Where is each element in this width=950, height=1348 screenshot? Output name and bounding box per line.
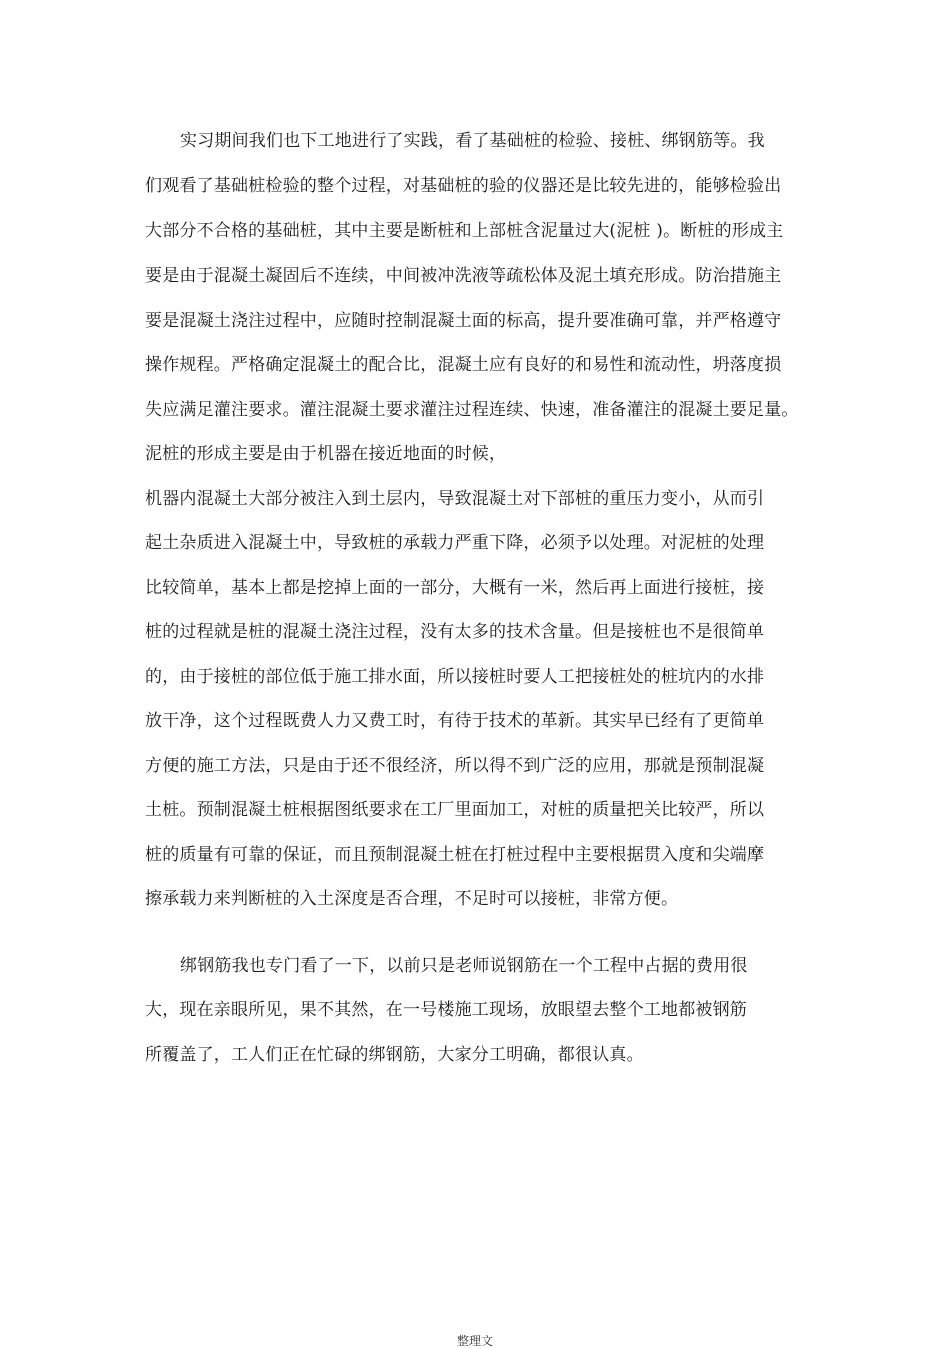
text-line: 所覆盖了，工人们正在忙碌的绑钢筋，大家分工明确，都很认真。 bbox=[145, 1045, 644, 1065]
text-line: 桩的质量有可靠的保证，而且预制混凝土桩在打桩过程中主要根据贯入度和尖端摩 bbox=[145, 845, 765, 865]
text-line: 绑钢筋我也专门看了一下，以前只是老师说钢筋在一个工程中占据的费用很 bbox=[180, 956, 748, 976]
text-line: 起土杂质进入混凝土中，导致桩的承载力严重下降，必须予以处理。对泥桩的处理 bbox=[145, 533, 765, 553]
text-line: 泥桩的形成主要是由于机器在接近地面的时候， bbox=[145, 444, 507, 464]
text-line: 实习期间我们也下工地进行了实践，看了基础桩的检验、接桩、绑钢筋等。我 bbox=[180, 131, 765, 151]
text-line: 的，由于接桩的部位低于施工排水面，所以接桩时要人工把接桩处的桩坑内的水排 bbox=[145, 667, 765, 687]
text-line: 机器内混凝土大部分被注入到土层内，导致混凝土对下部桩的重压力变小，从而引 bbox=[145, 489, 765, 509]
page-footer: 整理文 bbox=[456, 1334, 493, 1348]
text-line: 大，现在亲眼所见，果不其然，在一号楼施工现场，放眼望去整个工地都被钢筋 bbox=[145, 1000, 747, 1020]
text-line: 比较简单，基本上都是挖掉上面的一部分，大概有一米，然后再上面进行接桩，接 bbox=[145, 578, 765, 598]
text-line: 们观看了基础桩检验的整个过程，对基础桩的验的仪器还是比较先进的，能够检验出 bbox=[145, 176, 782, 196]
text-line: 土桩。预制混凝土桩根据图纸要求在工厂里面加工，对桩的质量把关比较严，所以 bbox=[145, 800, 765, 820]
text-line: 放干净，这个过程既费人力又费工时，有待于技术的革新。其实早已经有了更简单 bbox=[145, 711, 765, 731]
text-line: 要是混凝土浇注过程中，应随时控制混凝土面的标高，提升要准确可靠，并严格遵守 bbox=[145, 311, 782, 331]
text-line: 失应满足灌注要求。灌注混凝土要求灌注过程连续、快速，准备灌注的混凝土要足量。 bbox=[145, 400, 799, 420]
text-line: 擦承载力来判断桩的入土深度是否合理，不足时可以接桩，非常方便。 bbox=[145, 889, 679, 909]
text-line: 大部分不合格的基础桩，其中主要是断桩和上部桩含泥量过大(泥桩 )。断桩的形成主 bbox=[145, 221, 784, 241]
text-line: 方便的施工方法，只是由于还不很经济，所以得不到广泛的应用，那就是预制混凝 bbox=[145, 756, 765, 776]
text-line: 操作规程。严格确定混凝土的配合比，混凝土应有良好的和易性和流动性，坍落度损 bbox=[145, 355, 782, 375]
text-line: 桩的过程就是桩的混凝土浇注过程，没有太多的技术含量。但是接桩也不是很简单 bbox=[145, 622, 765, 642]
text-line: 要是由于混凝土凝固后不连续，中间被冲洗液等疏松体及泥土填充形成。防治措施主 bbox=[145, 266, 782, 286]
